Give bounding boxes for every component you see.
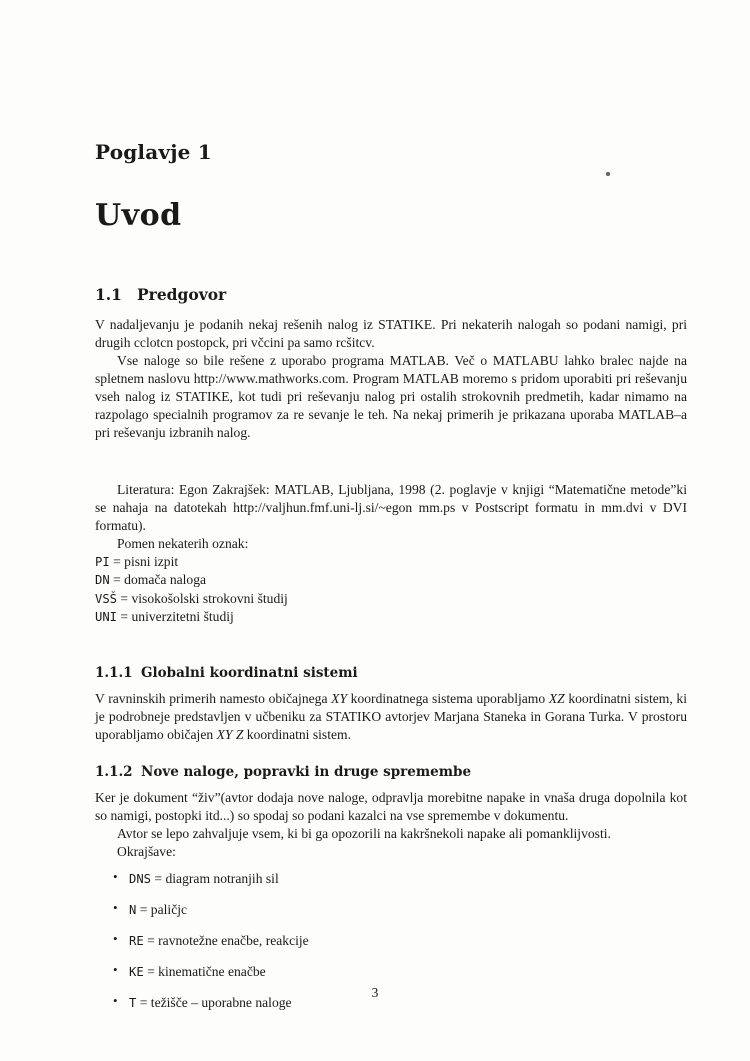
predgovor-paragraph-2: Vse naloge so bile rešene z uporabo programa MATLAB. Več o MATLABU lahko bralec najde na spletnem naslovu http://www.mathworks.com. Program MATLAB moremo s pridom uporabiti pri reševanju vseh nalog iz STATIKE, kot tudi pri reševanju nalog pri ostalih strokovnih predmetih, kadar nimamo na razpolago specialnih programov za re sevanje le teh. Na nekaj primerih je prikazana uporaba MATLAB–a pri reševanju izbranih nalog. [95, 353, 687, 441]
section-title: Predgovor [137, 285, 227, 304]
globalni-text-c: koordinatni sistem, ki je podrobneje predstavljen v učbeniku za STATIKO avtorjev Marjana Staneka in Gorana Turka. V prostoru uporabljamo običajen [95, 690, 687, 742]
abbrev-text: = pisni izpit [109, 553, 179, 569]
subsection-number: 1.1.2 [95, 764, 133, 781]
bullet-text: = paličjc [136, 902, 188, 918]
globalni-text-a: V ravninskih primerih namesto običajnega [95, 690, 332, 706]
subsection-number: 1.1.1 [95, 664, 133, 681]
globalni-text-b: koordinatnega sistema uporabljamo [347, 690, 549, 706]
page-number: 3 [371, 985, 379, 1000]
bullet-code: RE [129, 934, 144, 949]
subsection-heading-globalni [95, 665, 687, 681]
page-content [95, 140, 687, 1025]
subsection-heading-nove-naloge [95, 764, 687, 780]
bullet-text: = težišče – uporabne naloge [136, 994, 292, 1010]
list-item [95, 590, 687, 608]
abbrev-code: DN [95, 573, 110, 588]
subsection-title: Nove naloge, popravki in druge spremembe [141, 764, 472, 781]
abbrev-text: = univerzitetni študij [117, 609, 234, 625]
bullet-code: N [129, 903, 137, 918]
globalni-paragraph-1 [95, 690, 687, 744]
bullet-text: = kinematične enačbe [143, 963, 266, 979]
axis-label-xy: XY [331, 690, 348, 706]
predgovor-paragraph-1: V nadaljevanju je podanih nekaj rešenih nalog iz STATIKE. Pri nekaterih nalogah so podani namigi, pri drugih cclotcn postopck, pri včcini pa samo rcšitcv. [95, 317, 687, 351]
abbrev-text: = visokošolski strokovni študij [117, 590, 288, 606]
axis-label-xz: XZ [548, 690, 565, 706]
axis-label-xyz: XY Z [216, 726, 244, 742]
abbrev-code: PI [95, 554, 110, 569]
nove-naloge-paragraph-3: Okrajšave: [117, 844, 176, 860]
nove-naloge-paragraph-1: Ker je dokument “živ”(avtor dodaja nove naloge, odpravlja morebitne napake in vnaša druga dopolnila kot so namigi, postopki itd...) so spodaj so podani kazalci na vse spremembe v dokumentu. [95, 790, 687, 824]
nove-naloge-paragraph-2: Avtor se lepo zahvaljuje vsem, ki bi ga opozorili na kakršnekoli napake ali pomanklijvosti. [117, 826, 611, 842]
section-number: 1.1 [95, 285, 122, 304]
bullet-code: T [129, 995, 137, 1010]
abbreviation-list [95, 553, 687, 627]
chapter-label: Poglavje 1 [95, 140, 212, 164]
list-item [95, 608, 687, 626]
abbrev-text: = domača naloga [109, 572, 207, 588]
globalni-text-d: koordinatni sistem. [243, 726, 351, 742]
predgovor-paragraph-4: Pomen nekaterih oznak: [117, 535, 249, 551]
abbrev-code: UNI [95, 610, 118, 625]
list-item [129, 901, 687, 919]
bullet-code: DNS [129, 872, 152, 887]
list-item [129, 963, 687, 981]
bullet-text: = diagram notranjih sil [151, 871, 279, 887]
list-item [95, 553, 687, 571]
bullet-code: KE [129, 964, 144, 979]
chapter-title: Uvod [95, 198, 182, 233]
predgovor-paragraph-3: Literatura: Egon Zakrajšek: MATLAB, Ljubljana, 1998 (2. poglavje v knjigi “Matematične metode”ki se nahaja na datotekah http://valjhun.fmf.uni-lj.si/~egon mm.ps v Postscript formatu in mm.dvi v DVI formatu). [95, 481, 687, 533]
list-item [95, 571, 687, 589]
list-item [129, 932, 687, 950]
subsection-title: Globalni koordinatni sistemi [141, 664, 358, 681]
section-heading-predgovor [95, 285, 687, 304]
list-item [129, 870, 687, 888]
bullet-text: = ravnotežne enačbe, reakcije [143, 933, 309, 949]
abbrev-code: VSŠ [95, 591, 118, 606]
